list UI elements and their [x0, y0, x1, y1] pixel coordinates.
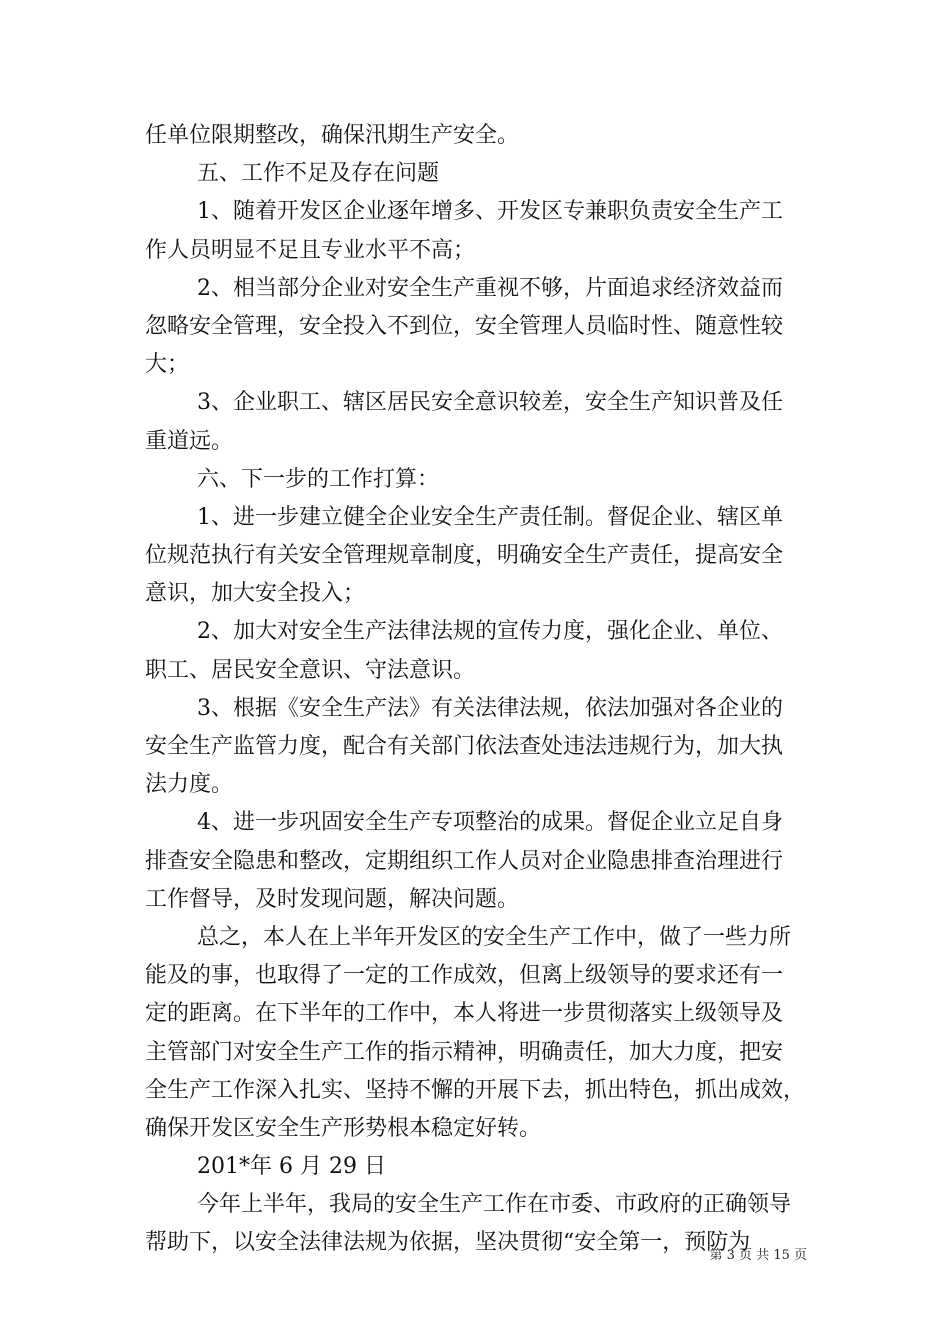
text-line: 2、相当部分企业对安全生产重视不够，片面追求经济效益而	[197, 275, 783, 301]
text-line: 3、企业职工、辖区居民安全意识较差，安全生产知识普及任	[197, 390, 783, 416]
text-line: 主管部门对安全生产工作的指示精神，明确责任，加大力度，把安	[145, 1039, 784, 1065]
text-line: 确保开发区安全生产形势根本稳定好转。	[145, 1115, 542, 1141]
document-body	[145, 117, 809, 1263]
text-line: 201*年 6 月 29 日	[197, 1154, 386, 1180]
text-line: 1、随着开发区企业逐年增多、开发区专兼职负责安全生产工	[197, 199, 783, 225]
text-line: 4、进一步巩固安全生产专项整治的成果。督促企业立足自身	[197, 810, 783, 836]
text-line: 重道远。	[145, 428, 234, 454]
text-line: 作人员明显不足且专业水平不高；	[145, 237, 476, 263]
text-line: 位规范执行有关安全管理规章制度，明确安全生产责任，提高安全	[145, 543, 784, 569]
paragraph-conclusion	[145, 919, 809, 1148]
paragraph-plan-4	[145, 804, 809, 919]
paragraph-plan-2	[145, 613, 809, 689]
text-line: 排查安全隐患和整改，定期组织工作人员对企业隐患排查治理进行	[145, 848, 784, 874]
paragraph-plan-1	[145, 499, 809, 614]
section-heading-shortcomings	[145, 155, 809, 193]
text-line: 3、根据《安全生产法》有关法律法规，依法加强对各企业的	[197, 695, 783, 721]
text-line: 六、下一步的工作打算：	[197, 466, 440, 492]
text-line: 大；	[145, 352, 190, 378]
text-line: 定的距离。在下半年的工作中，本人将进一步贯彻落实上级领导及	[145, 1001, 784, 1027]
paragraph-issue-2	[145, 270, 809, 385]
section-heading-next-steps	[145, 461, 809, 499]
date-line	[145, 1148, 809, 1186]
paragraph-issue-1	[145, 193, 809, 269]
text-line: 帮助下，以安全法律法规为依据，坚决贯彻“安全第一，预防为	[145, 1230, 751, 1256]
text-line: 今年上半年，我局的安全生产工作在市委、市政府的正确领导	[197, 1192, 792, 1218]
text-line: 五、工作不足及存在问题	[197, 161, 440, 187]
page-number: 第 3 页 共 15 页	[709, 1248, 807, 1263]
paragraph-rectification	[145, 117, 809, 155]
text-line: 安全生产监管力度，配合有关部门依法查处违法违规行为，加大执	[145, 734, 784, 759]
text-line: 任单位限期整改，确保汛期生产安全。	[145, 123, 520, 148]
text-line: 1、进一步建立健全企业安全生产责任制。督促企业、辖区单	[197, 504, 783, 530]
text-line: 职工、居民安全意识、守法意识。	[145, 657, 476, 683]
text-line: 能及的事，也取得了一定的工作成效，但离上级领导的要求还有一	[145, 963, 784, 989]
text-line: 2、加大对安全生产法律法规的宣传力度，强化企业、单位、	[197, 619, 783, 645]
text-line: 全生产工作深入扎实、坚持不懈的开展下去，抓出特色，抓出成效，	[145, 1077, 806, 1103]
text-line: 法力度。	[145, 772, 234, 798]
text-line: 工作督导，及时发现问题，解决问题。	[145, 886, 520, 912]
text-line: 忽略安全管理，安全投入不到位，安全管理人员临时性、随意性较	[145, 313, 784, 339]
text-line: 总之，本人在上半年开发区的安全生产工作中，做了一些力所	[197, 924, 792, 950]
paragraph-issue-3	[145, 384, 809, 460]
text-line: 意识，加大安全投入；	[145, 581, 366, 607]
paragraph-plan-3	[145, 690, 809, 805]
